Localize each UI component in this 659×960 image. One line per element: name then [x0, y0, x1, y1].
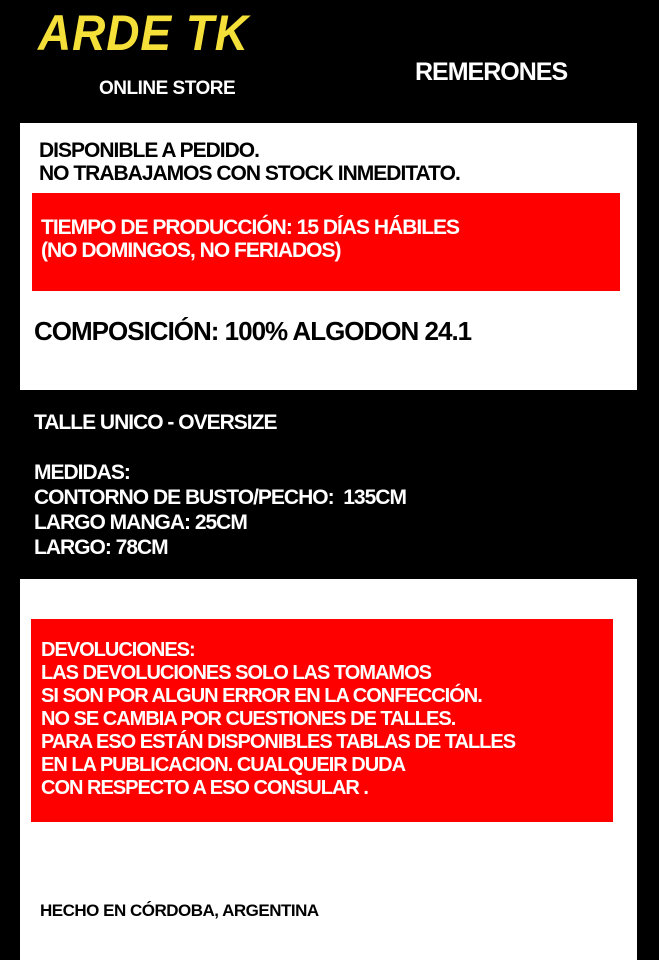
size-info [34, 410, 406, 560]
production-text [41, 216, 459, 262]
returns-line: SI SON POR ALGUN ERROR EN LA CONFECCIÓN. [41, 685, 482, 707]
returns-banner [31, 619, 613, 822]
measures-heading: MEDIDAS: [34, 461, 130, 484]
availability-line: DISPONIBLE A PEDIDO. [39, 139, 259, 162]
availability-note [39, 139, 460, 185]
spacer [34, 435, 406, 460]
production-line: TIEMPO DE PRODUCCIÓN: 15 DÍAS HÁBILES [41, 216, 460, 239]
availability-line: NO TRABAJAMOS CON STOCK INMEDITATO. [39, 162, 460, 185]
origin-text: HECHO EN CÓRDOBA, ARGENTINA [40, 901, 319, 920]
returns-line: LAS DEVOLUCIONES SOLO LAS TOMAMOS [41, 662, 431, 684]
production-banner [32, 193, 620, 291]
returns-line: DEVOLUCIONES: [41, 639, 195, 661]
returns-text [41, 639, 515, 800]
returns-panel [20, 579, 637, 960]
measure-item: LARGO: 78CM [34, 536, 168, 559]
brand-logo: ARDE TK [38, 5, 249, 61]
size-label: TALLE UNICO - OVERSIZE [34, 411, 277, 434]
page-title: REMERONES [415, 58, 568, 86]
composition-text: COMPOSICIÓN: 100% ALGODON 24.1 [34, 316, 472, 346]
returns-line: EN LA PUBLICACION. CUALQUEIR DUDA [41, 754, 406, 776]
measure-item: LARGO MANGA: 25CM [34, 511, 247, 534]
brand-subtitle: ONLINE STORE [99, 78, 236, 99]
returns-line: CON RESPECTO A ESO CONSULAR . [41, 777, 368, 799]
production-line: (NO DOMINGOS, NO FERIADOS) [41, 239, 341, 262]
measure-item: CONTORNO DE BUSTO/PECHO: 135CM [34, 486, 406, 509]
returns-line: PARA ESO ESTÁN DISPONIBLES TABLAS DE TALLES [41, 731, 516, 753]
returns-line: NO SE CAMBIA POR CUESTIONES DE TALLES. [41, 708, 456, 730]
info-panel [20, 123, 637, 390]
